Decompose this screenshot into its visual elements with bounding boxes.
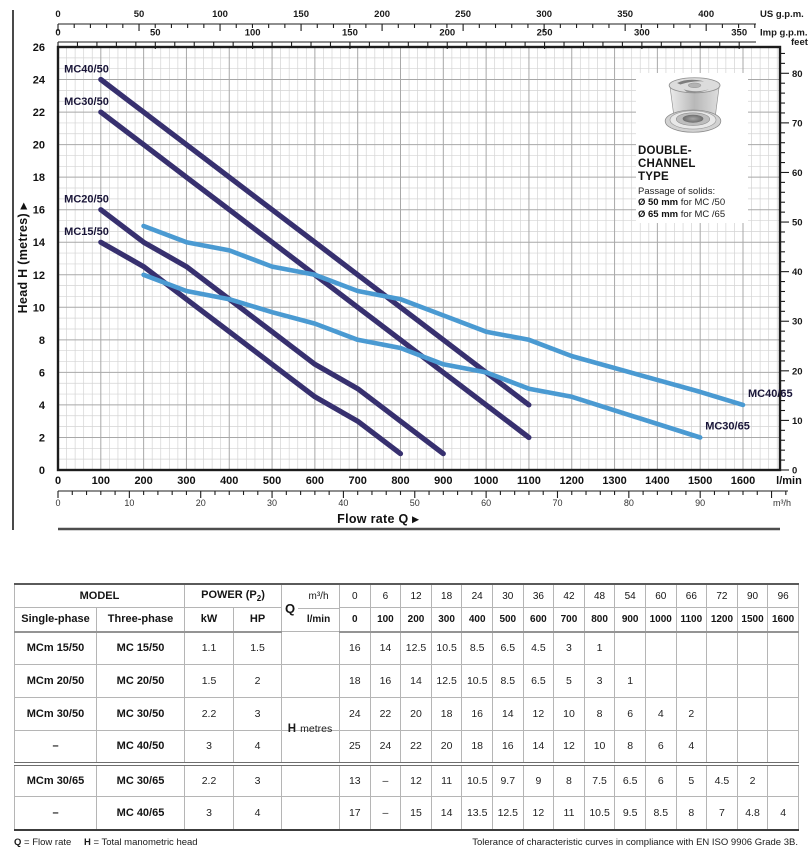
chart-text: 60 (481, 498, 492, 508)
h-value-cell: 9 (523, 764, 554, 797)
kw-cell: 1.1 (185, 632, 234, 665)
kw-cell: 3 (185, 731, 234, 764)
h-value-cell: 12 (523, 698, 554, 731)
h-value-cell: 3 (584, 665, 615, 698)
h-value-cell: – (370, 764, 401, 797)
chart-text: 1500 (687, 475, 713, 487)
h-value-cell: 18 (462, 731, 493, 764)
h-value-cell (737, 698, 768, 731)
h-value-cell: 12.5 (431, 665, 462, 698)
q-lmin-header-cell: 1100 (676, 608, 707, 632)
chart-text: 0 (55, 9, 61, 20)
chart-text: 350 (617, 9, 634, 20)
chart-text: 600 (305, 475, 325, 487)
chart-text: 50 (792, 217, 803, 229)
kw-header: kW (185, 608, 234, 632)
q-lmin-header-cell: 1600 (768, 608, 799, 632)
footnotes (14, 837, 798, 848)
q-m3h-header-cell: 90 (737, 584, 768, 608)
chart-text: 1200 (559, 475, 584, 487)
chart-text: 0 (792, 465, 798, 477)
q-lmin-header-cell: 1200 (707, 608, 738, 632)
table-row (15, 698, 799, 731)
chart-text: feet (791, 37, 808, 48)
chart-text: 40 (338, 498, 349, 508)
chart-text: MC20/50 (64, 193, 109, 206)
h-value-cell: 13.5 (462, 797, 493, 830)
chart-text: 40 (792, 267, 803, 279)
kw-cell: 2.2 (185, 764, 234, 797)
chart-text: 6 (38, 367, 45, 380)
chart-text: 800 (391, 475, 410, 487)
chart-text: US g.p.m. (760, 9, 804, 20)
chart-text: 2 (38, 432, 45, 445)
chart-text: 1000 (473, 475, 499, 487)
h-value-cell (768, 665, 799, 698)
head-metres-label: H metres (287, 723, 333, 735)
single-phase-cell: MCm 30/65 (15, 764, 97, 797)
chart-text: 200 (374, 9, 391, 20)
chart-text: 16 (32, 204, 45, 217)
chart-text: 4 (38, 399, 45, 412)
chart-text: 26 (32, 42, 45, 54)
h-value-cell: 6 (645, 731, 676, 764)
h-column-spacer (282, 797, 340, 830)
chart-text: 60 (792, 167, 803, 179)
chart-text: 24 (32, 74, 45, 87)
h-value-cell: 10.5 (462, 764, 493, 797)
legend-note: Q = Flow rate H = Total manometric head (14, 837, 198, 848)
h-value-cell: 6.5 (492, 632, 523, 665)
h-value-cell: 14 (370, 632, 401, 665)
h-value-cell (645, 665, 676, 698)
chart-text: 350 (731, 27, 748, 39)
single-phase-cell: MCm 20/50 (15, 665, 97, 698)
chart-text: 0 (55, 27, 61, 39)
h-value-cell: 7.5 (584, 764, 615, 797)
q-lmin-header-cell: 0 (340, 608, 371, 632)
h-value-cell: 11 (554, 797, 585, 830)
q-lmin-header-cell: 300 (431, 608, 462, 632)
h-value-cell: 12 (523, 797, 554, 830)
chart-text: 0 (54, 475, 62, 487)
chart-text: m³/h (773, 498, 791, 508)
h-value-cell: 10.5 (462, 665, 493, 698)
chart-text: 150 (293, 9, 309, 20)
table-row (15, 731, 799, 764)
three-phase-cell: MC 20/50 (97, 665, 185, 698)
q-lmin-header-cell: 600 (523, 608, 554, 632)
three-phase-cell: MC 30/50 (97, 698, 185, 731)
chart-text: 20 (792, 366, 803, 378)
q-lmin-header-cell: 1000 (645, 608, 676, 632)
chart-text: 300 (633, 27, 650, 39)
q-lmin-header-cell: 100 (370, 608, 401, 632)
h-value-cell (707, 632, 738, 665)
h-value-cell (676, 665, 707, 698)
chart-text: 400 (698, 9, 715, 20)
h-value-cell: 22 (401, 731, 432, 764)
h-value-cell: 6.5 (523, 665, 554, 698)
chart-text: 0 (38, 465, 45, 477)
chart-text: 50 (150, 27, 161, 39)
chart-text: 500 (262, 475, 282, 487)
h-value-cell: 16 (462, 698, 493, 731)
q-m3h-header-cell: 72 (707, 584, 738, 608)
q-m3h-header-cell: 24 (462, 584, 493, 608)
h-value-cell: 8 (584, 698, 615, 731)
q-lmin-header-cell: 1500 (737, 608, 768, 632)
h-value-cell: 11 (431, 764, 462, 797)
chart-text: 1100 (517, 475, 541, 487)
chart-text: 700 (348, 475, 367, 487)
h-value-cell: – (370, 797, 401, 830)
h-value-cell: 2 (737, 764, 768, 797)
chart-text: 10 (124, 498, 135, 508)
chart-text: 300 (177, 475, 196, 487)
chart-text: 150 (342, 27, 358, 39)
double-channel-inset (636, 73, 748, 223)
chart-text: 18 (32, 172, 45, 185)
h-value-cell (707, 731, 738, 764)
chart-text: 1400 (645, 475, 670, 487)
h-value-cell: 14 (401, 665, 432, 698)
chart-text: Head H (metres) ▸ (16, 202, 30, 314)
chart-text: Imp g.p.m. (760, 27, 808, 39)
chart-text: 90 (695, 498, 706, 508)
model-header: MODEL (15, 584, 185, 608)
h-value-cell (676, 632, 707, 665)
table-row (15, 797, 799, 830)
q-m3h-header-cell: 48 (584, 584, 615, 608)
power-header: POWER $(P_2)$ (185, 584, 282, 608)
h-value-cell: 24 (340, 698, 371, 731)
q-m3h-header-cell: 66 (676, 584, 707, 608)
h-value-cell (737, 665, 768, 698)
h-value-cell (737, 731, 768, 764)
h-value-cell: 8 (554, 764, 585, 797)
chart-text: 200 (134, 475, 153, 487)
h-value-cell: 6 (615, 698, 646, 731)
kw-cell: 3 (185, 797, 234, 830)
q-unit-m3h: m³/h (298, 585, 339, 609)
chart-text: 100 (244, 27, 261, 39)
h-value-cell: 17 (340, 797, 371, 830)
solids-passage-65: Ø 65 mm for MC /65 (638, 208, 726, 220)
h-value-cell: 13 (340, 764, 371, 797)
q-header: Q m³/h l/min (282, 584, 340, 632)
three-phase-cell: MC 40/65 (97, 797, 185, 830)
h-value-cell: 7 (707, 797, 738, 830)
h-column-spacer (282, 764, 340, 797)
h-value-cell: 10 (554, 698, 585, 731)
chart-text: 30 (267, 498, 278, 508)
h-value-cell: 14 (492, 698, 523, 731)
h-value-cell (707, 698, 738, 731)
table-row (15, 665, 799, 698)
h-value-cell: 10.5 (584, 797, 615, 830)
single-phase-cell: – (15, 797, 97, 830)
chart-text: 400 (220, 475, 239, 487)
chart-text: 80 (623, 498, 634, 508)
hp-cell: 3 (234, 764, 282, 797)
q-m3h-header-cell: 60 (645, 584, 676, 608)
q-lmin-header-cell: 900 (615, 608, 646, 632)
kw-cell: 1.5 (185, 665, 234, 698)
chart-text: 8 (38, 334, 45, 347)
hp-cell: 1.5 (234, 632, 282, 665)
inset-title: DOUBLE-CHANNEL TYPE (638, 145, 696, 183)
chart-text: 250 (455, 9, 472, 20)
q-m3h-header-cell: 36 (523, 584, 554, 608)
three-phase-cell: MC 30/65 (97, 764, 185, 797)
kw-cell: 2.2 (185, 698, 234, 731)
hp-cell: 2 (234, 665, 282, 698)
chart-text: 0 (55, 498, 61, 508)
chart-text: 300 (536, 9, 553, 20)
q-m3h-header-cell: 0 (340, 584, 371, 608)
chart-text: 100 (91, 475, 110, 487)
chart-text: 80 (792, 68, 803, 80)
chart-text: 200 (439, 27, 456, 39)
chart-text: 20 (195, 498, 206, 508)
h-value-cell: 8.5 (492, 665, 523, 698)
hp-header: HP (234, 608, 282, 632)
chart-text: MC40/50 (64, 63, 109, 76)
chart-text: 20 (32, 139, 45, 152)
h-column-spacer (282, 731, 340, 764)
h-value-cell: 12.5 (492, 797, 523, 830)
chart-text: 70 (792, 118, 803, 130)
chart-text: 70 (552, 498, 563, 508)
chart-text: MC15/50 (64, 226, 109, 239)
h-value-cell: 15 (401, 797, 432, 830)
chart-text: l/min (776, 475, 802, 487)
single-phase-cell: MCm 15/50 (15, 632, 97, 665)
h-value-cell: 8.5 (462, 632, 493, 665)
three-phase-header: Three-phase (97, 608, 185, 632)
performance-table-section (14, 583, 798, 831)
q-lmin-header-cell: 400 (462, 608, 493, 632)
single-phase-cell: – (15, 731, 97, 764)
q-lmin-header-cell: 200 (401, 608, 432, 632)
inset-subtitle: Passage of solids: (638, 186, 716, 197)
h-value-cell: 16 (340, 632, 371, 665)
h-value-cell: 4.5 (523, 632, 554, 665)
h-value-cell (737, 632, 768, 665)
chart-text: 10 (792, 415, 803, 427)
table-row (15, 764, 799, 797)
chart-text: 50 (133, 9, 145, 20)
h-value-cell: 5 (554, 665, 585, 698)
h-value-cell: 3 (554, 632, 585, 665)
hp-cell: 4 (234, 731, 282, 764)
h-value-cell: 12 (401, 764, 432, 797)
h-value-cell: 12.5 (401, 632, 432, 665)
chart-text: 250 (536, 27, 553, 39)
h-value-cell: 6 (645, 764, 676, 797)
solids-passage-50: Ø 50 mm for MC /50 (638, 197, 726, 208)
performance-table (14, 583, 799, 831)
q-lmin-header-cell: 500 (492, 608, 523, 632)
h-value-cell: 8 (676, 797, 707, 830)
chart-text: MC30/65 (705, 420, 750, 433)
h-value-cell: 18 (340, 665, 371, 698)
chart-text: 50 (409, 498, 420, 508)
h-value-cell: 1 (615, 665, 646, 698)
chart-text: MC30/50 (64, 96, 109, 109)
chart-text: 100 (212, 9, 228, 20)
h-value-cell: 14 (431, 797, 462, 830)
h-value-cell: 5 (676, 764, 707, 797)
h-value-cell: 1 (584, 632, 615, 665)
q-lmin-header-cell: 700 (554, 608, 585, 632)
h-value-cell: 8 (615, 731, 646, 764)
q-m3h-header-cell: 12 (401, 584, 432, 608)
three-phase-cell: MC 15/50 (97, 632, 185, 665)
chart-text: 14 (32, 237, 45, 250)
h-value-cell: 4 (645, 698, 676, 731)
hp-cell: 3 (234, 698, 282, 731)
chart-text: 1300 (602, 475, 627, 487)
single-phase-cell: MCm 30/50 (15, 698, 97, 731)
h-value-cell: 2 (676, 698, 707, 731)
h-value-cell: 25 (340, 731, 371, 764)
q-lmin-header-cell: 800 (584, 608, 615, 632)
chart-text: 30 (792, 316, 803, 328)
q-m3h-header-cell: 42 (554, 584, 585, 608)
h-value-cell: 22 (370, 698, 401, 731)
h-value-cell: 4.8 (737, 797, 768, 830)
h-value-cell: 4.5 (707, 764, 738, 797)
chart-text: 1600 (730, 475, 756, 487)
curve-MC30/65 (144, 275, 701, 438)
h-value-cell (707, 665, 738, 698)
h-value-cell: 14 (523, 731, 554, 764)
q-m3h-header-cell: 6 (370, 584, 401, 608)
chart-text: 10 (32, 302, 45, 315)
h-value-cell: 16 (492, 731, 523, 764)
q-m3h-header-cell: 18 (431, 584, 462, 608)
h-value-cell: 18 (431, 698, 462, 731)
hp-cell: 4 (234, 797, 282, 830)
chart-text: 12 (32, 269, 45, 282)
three-phase-cell: MC 40/50 (97, 731, 185, 764)
h-column-spacer (282, 665, 340, 698)
h-value-cell (645, 632, 676, 665)
h-value-cell: 12 (554, 731, 585, 764)
q-unit-lmin: l/min (306, 614, 331, 626)
q-m3h-header-cell: 96 (768, 584, 799, 608)
h-value-cell: 10.5 (431, 632, 462, 665)
h-value-cell: 20 (431, 731, 462, 764)
chart-text: 900 (434, 475, 453, 487)
chart-text: 22 (32, 107, 45, 120)
q-m3h-header-cell: 54 (615, 584, 646, 608)
h-value-cell: 24 (370, 731, 401, 764)
h-value-cell (768, 698, 799, 731)
q-m3h-header-cell: 30 (492, 584, 523, 608)
h-value-cell: 9.5 (615, 797, 646, 830)
h-value-cell (768, 731, 799, 764)
h-value-cell (768, 632, 799, 665)
tolerance-note: Tolerance of characteristic curves in compliance with EN ISO 9906 Grade 3B. (472, 837, 798, 848)
h-value-cell: 9.7 (492, 764, 523, 797)
h-value-cell: 10 (584, 731, 615, 764)
h-value-cell (768, 764, 799, 797)
h-column-spacer (282, 632, 340, 665)
table-row (15, 632, 799, 665)
h-value-cell: 4 (676, 731, 707, 764)
h-value-cell: 8.5 (645, 797, 676, 830)
single-phase-header: Single-phase (15, 608, 97, 632)
h-value-cell (615, 632, 646, 665)
impeller-image (638, 75, 748, 142)
chart-text: MC40/65 (748, 387, 793, 400)
h-value-cell: 4 (768, 797, 799, 830)
chart-text: Flow rate Q ▸ (337, 512, 419, 526)
h-value-cell: 20 (401, 698, 432, 731)
h-column-spacer (282, 698, 340, 731)
h-value-cell: 16 (370, 665, 401, 698)
h-value-cell: 6.5 (615, 764, 646, 797)
